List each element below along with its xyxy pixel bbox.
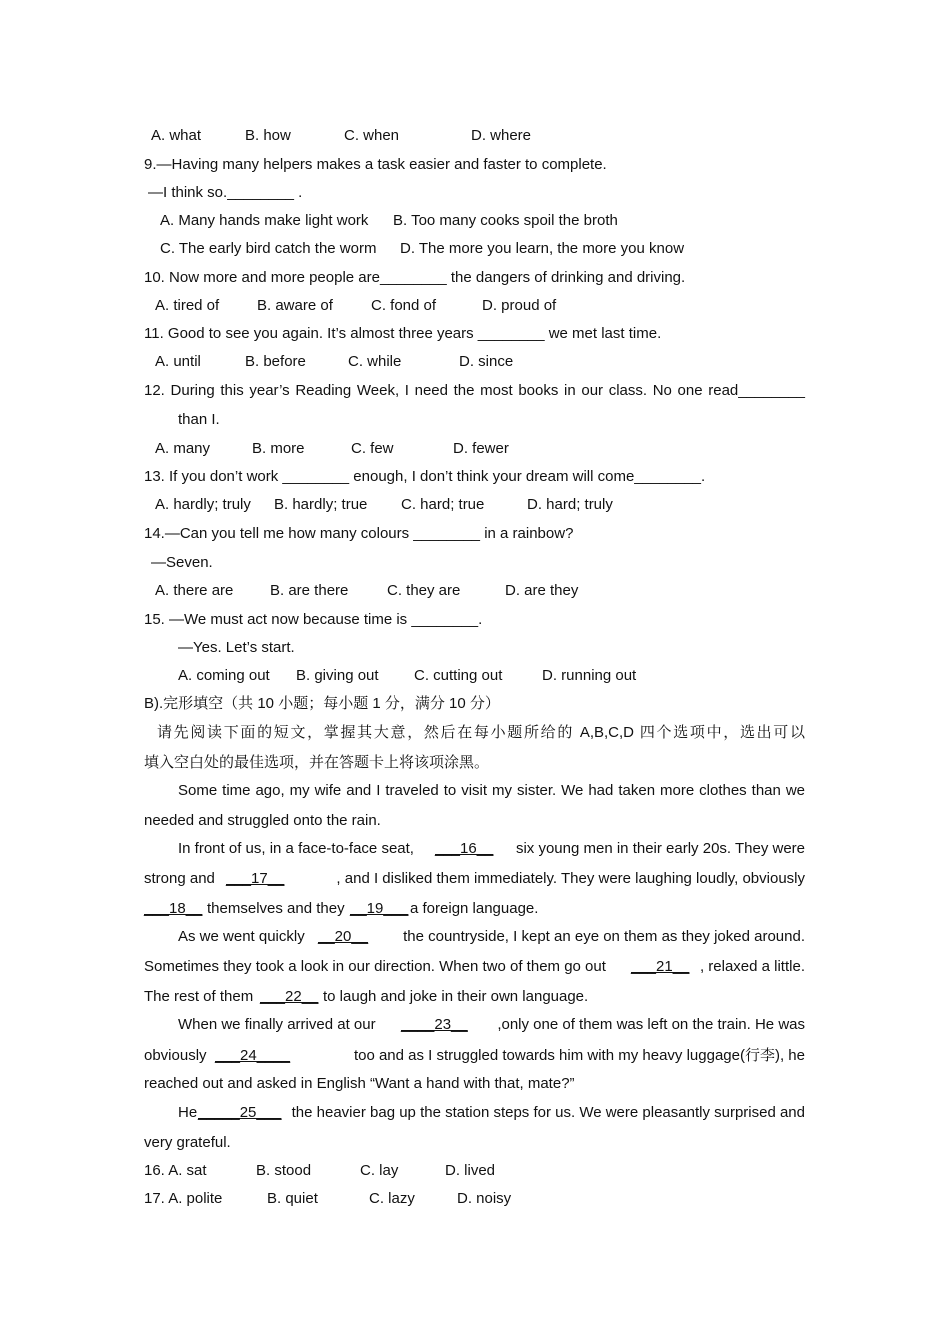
q12-option-c: C. few xyxy=(351,440,394,457)
q8-option-b: B. how xyxy=(245,127,291,144)
q12-stem: 12. During this year’s Reading Week, I need the most books in our class. No one read________ xyxy=(144,382,805,399)
blank-25: _____25___ xyxy=(198,1104,282,1121)
q9-option-a: A. Many hands make light work xyxy=(160,212,369,229)
passage-p5-line1a: He xyxy=(178,1104,198,1121)
passage-p2-line2a: strong and xyxy=(144,870,215,887)
q12-option-b: B. more xyxy=(252,440,305,457)
q8-option-d: D. where xyxy=(471,127,532,144)
q14-option-b: B. are there xyxy=(270,582,349,599)
q16-option-a: 16. A. sat xyxy=(144,1162,207,1179)
blank-24: ___24____ xyxy=(215,1047,291,1064)
q17-option-c: C. lazy xyxy=(369,1190,415,1207)
q13-option-b: B. hardly; true xyxy=(274,496,368,513)
q14-stem: 14.—Can you tell me how many colours ________ in a rainbow? xyxy=(144,525,574,542)
q10-option-a: A. tired of xyxy=(155,297,220,314)
passage-p1-line2: needed and struggled onto the rain. xyxy=(144,812,381,829)
q11-option-d: D. since xyxy=(459,353,514,370)
q17-option-a: 17. A. polite xyxy=(144,1190,223,1207)
blank-19: __19___ xyxy=(350,900,409,917)
passage-p2-line2b: , and I disliked them immediately. They were laughing loudly, obviously xyxy=(336,870,805,887)
q15-option-b: B. giving out xyxy=(296,667,379,684)
q9-reply: —I think so.________ . xyxy=(148,184,303,201)
passage-p4-line1a: When we finally arrived at our xyxy=(178,1016,376,1033)
q12-option-d: D. fewer xyxy=(453,440,509,457)
passage-p2-line3b: a foreign language. xyxy=(410,900,539,917)
blank-20: __20__ xyxy=(318,928,369,945)
blank-22: ___22__ xyxy=(260,988,319,1005)
passage-p5-line2: very grateful. xyxy=(144,1134,231,1151)
blank-17: ___17__ xyxy=(226,870,285,887)
q12-option-a: A. many xyxy=(155,440,211,457)
passage-p3-line2a: Sometimes they took a look in our direction. When two of them go out xyxy=(144,958,606,975)
q9-option-d: D. The more you learn, the more you know xyxy=(400,240,685,257)
q10-option-d: D. proud of xyxy=(482,297,557,314)
q14-reply: —Seven. xyxy=(151,554,213,571)
q9-stem: 9.—Having many helpers makes a task easier and faster to complete. xyxy=(144,156,607,173)
q12-stem-continued: than I. xyxy=(178,411,220,428)
passage-p3-line2b: , relaxed a little. xyxy=(699,958,805,975)
q9-option-b: B. Too many cooks spoil the broth xyxy=(393,212,618,229)
q10-option-c: C. fond of xyxy=(371,297,437,314)
q17-option-b: B. quiet xyxy=(267,1190,318,1207)
q13-option-a: A. hardly; truly xyxy=(155,496,251,513)
q16-option-d: D. lived xyxy=(445,1162,496,1179)
q13-stem: 13. If you don’t work ________ enough, I don’t think your dream will come________. xyxy=(144,468,706,485)
q15-option-d: D. running out xyxy=(542,667,637,684)
blank-21: ___21__ xyxy=(631,958,690,975)
q13-option-c: C. hard; true xyxy=(401,496,485,513)
q10-option-b: B. aware of xyxy=(257,297,333,314)
passage-p3-line3b: to laugh and joke in their own language. xyxy=(323,988,589,1005)
section-b-heading: B).完形填空（共 10 小题；每小题 1 分，满分 10 分） xyxy=(144,695,500,712)
passage-p5-line1b: the heavier bag up the station steps for us. We were pleasantly surprised and xyxy=(291,1104,805,1121)
q14-option-c: C. they are xyxy=(387,582,461,599)
passage-p4-line2b: too and as I struggled towards him with my heavy luggage(行李), he xyxy=(353,1047,805,1064)
passage-p4-line3: reached out and asked in English “Want a hand with that, mate?” xyxy=(144,1075,575,1092)
q15-stem: 15. —We must act now because time is ________. xyxy=(144,611,483,628)
passage-p4-line2a: obviously xyxy=(144,1047,207,1064)
blank-16: ___16__ xyxy=(435,840,494,857)
q16-option-b: B. stood xyxy=(256,1162,312,1179)
q14-option-d: D. are they xyxy=(505,582,579,599)
q10-stem: 10. Now more and more people are________ the dangers of drinking and driving. xyxy=(144,269,686,286)
q13-option-d: D. hard; truly xyxy=(527,496,613,513)
q14-option-a: A. there are xyxy=(155,582,234,599)
passage-p3-line3a: The rest of them xyxy=(144,988,254,1005)
passage-p4-line1b: ,only one of them was left on the train. He was xyxy=(497,1016,805,1033)
q16-option-c: C. lay xyxy=(360,1162,399,1179)
q15-reply: —Yes. Let’s start. xyxy=(178,639,295,656)
q11-option-b: B. before xyxy=(245,353,306,370)
q11-option-a: A. until xyxy=(155,353,201,370)
passage-p1-line1: Some time ago, my wife and I traveled to visit my sister. We had taken more clothes than we xyxy=(178,782,805,799)
passage-p2-line3a: themselves and they xyxy=(207,900,345,917)
q17-option-d: D. noisy xyxy=(457,1190,512,1207)
passage-p3-line1b: the countryside, I kept an eye on them as they joked around. xyxy=(403,928,805,945)
q8-option-c: C. when xyxy=(344,127,400,144)
passage-p2-line1b: six young men in their early 20s. They were xyxy=(515,840,805,857)
section-b-instructions-line1: 请先阅读下面的短文，掌握其大意，然后在每小题所给的 A,B,C,D 四个选项中，选出可以 xyxy=(157,724,805,741)
passage-p2-line1a: In front of us, in a face-to-face seat, xyxy=(178,840,414,857)
blank-18: ___18__ xyxy=(144,900,203,917)
q8-option-a: A. what xyxy=(151,127,202,144)
q11-option-c: C. while xyxy=(348,353,402,370)
q9-option-c: C. The early bird catch the worm xyxy=(160,240,377,257)
passage-p3-line1a: As we went quickly xyxy=(178,928,305,945)
q15-option-a: A. coming out xyxy=(178,667,270,684)
q15-option-c: C. cutting out xyxy=(414,667,503,684)
section-b-instructions-line2: 填入空白处的最佳选项，并在答题卡上将该项涂黑。 xyxy=(144,754,490,771)
blank-23: ____23__ xyxy=(401,1016,468,1033)
q11-stem: 11. Good to see you again. It’s almost three years ________ we met last time. xyxy=(144,325,662,342)
